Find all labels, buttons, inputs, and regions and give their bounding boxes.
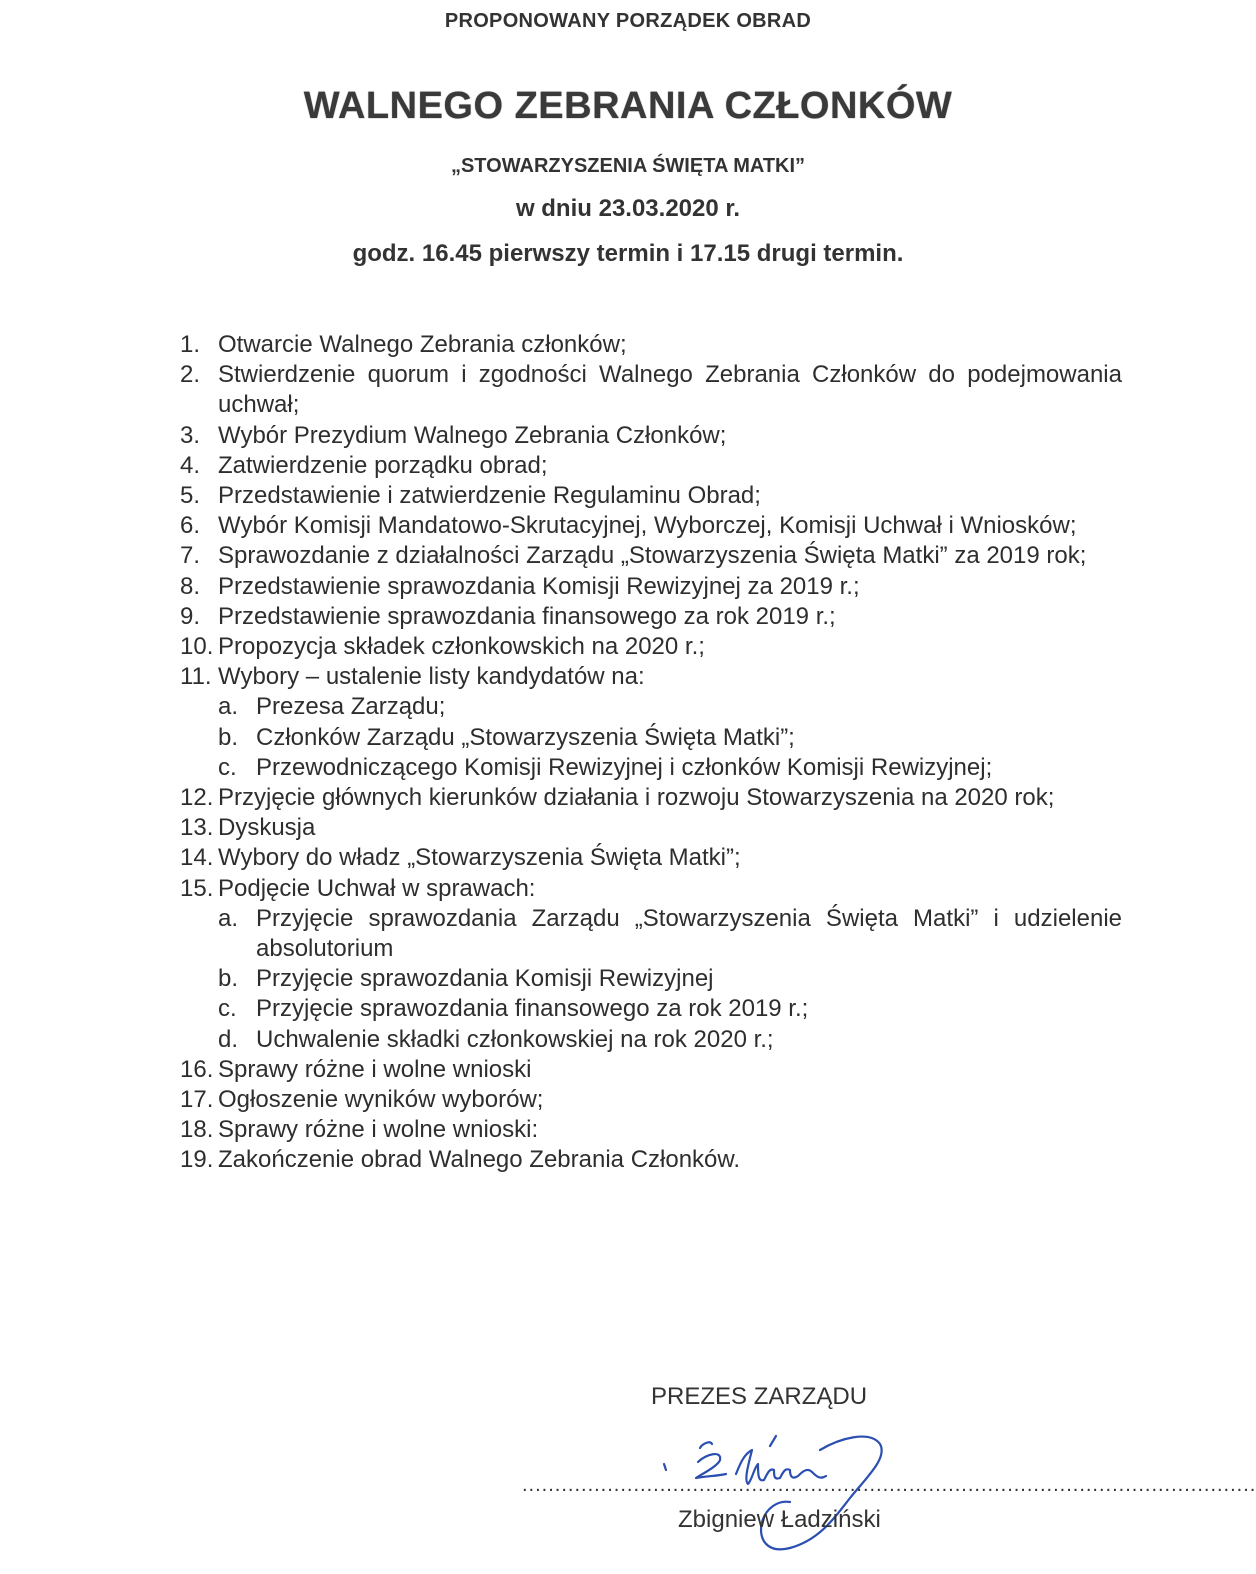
agenda-item-text: Sprawy różne i wolne wnioski: <box>218 1116 539 1144</box>
agenda-item <box>180 360 1122 420</box>
agenda-subitem <box>218 964 1122 994</box>
agenda-item-number: 4. <box>180 451 201 479</box>
agenda-item-text: Dyskusja <box>218 814 316 842</box>
agenda-subitem <box>218 904 1122 964</box>
agenda-item <box>180 451 1122 481</box>
agenda-subitem <box>218 1025 1122 1055</box>
agenda-item <box>180 813 1122 843</box>
agenda-subitem <box>218 692 1122 722</box>
agenda-subitem-text: Przyjęcie sprawozdania Zarządu „Stowarzyszenia Święta Matki” i udzielenie absolutorium <box>256 904 1122 963</box>
agenda-item-text: Zatwierdzenie porządku obrad; <box>218 451 548 479</box>
agenda-item-text: Przedstawienie sprawozdania finansowego za rok 2019 r.; <box>218 602 836 630</box>
agenda-subitem-text: Przyjęcie sprawozdania finansowego za rok 2019 r.; <box>256 995 809 1023</box>
document-title: WALNEGO ZEBRANIA CZŁONKÓW <box>303 85 953 127</box>
agenda-subitem-text: Uchwalenie składki członkowskiej na rok 2020 r.; <box>256 1025 774 1053</box>
agenda-item <box>180 602 1122 632</box>
signature-title: PREZES ZARZĄDU <box>651 1383 868 1410</box>
agenda-item <box>180 783 1122 813</box>
agenda-item-text: Stwierdzenie quorum i zgodności Walnego Zebrania Członków do podejmowania uchwał; <box>218 361 1122 419</box>
agenda-item-text: Zakończenie obrad Walnego Zebrania Członków. <box>218 1146 741 1174</box>
agenda-item-number: 15. <box>180 874 214 902</box>
agenda-item-text: Przedstawienie i zatwierdzenie Regulaminu Obrad; <box>218 482 761 510</box>
agenda-item-number: 2. <box>180 361 201 389</box>
meeting-date: w dniu 23.03.2020 r. <box>515 195 741 222</box>
agenda-item-number: 12. <box>180 784 214 812</box>
signature-line: ................................................................................................................ <box>522 1474 1256 1496</box>
agenda-item-text: Wybór Komisji Mandatowo-Skrutacyjnej, Wyborczej, Komisji Uchwał i Wniosków; <box>218 512 1077 540</box>
agenda-item-number: 13. <box>180 814 214 842</box>
agenda-item-text: Wybory – ustalenie listy kandydatów na: <box>218 663 645 691</box>
agenda-item-text: Sprawozdanie z działalności Zarządu „Stowarzyszenia Święta Matki” za 2019 rok; <box>218 542 1087 570</box>
agenda-item-number: 6. <box>180 512 201 540</box>
agenda-subitem-text: Przyjęcie sprawozdania Komisji Rewizyjnej <box>256 965 714 993</box>
agenda-item-number: 3. <box>180 421 201 449</box>
agenda-item <box>180 1115 1122 1145</box>
agenda-item-text: Propozycja składek członkowskich na 2020 r.; <box>218 633 705 661</box>
agenda-item-number: 8. <box>180 572 201 600</box>
agenda-item <box>180 662 1122 692</box>
agenda-item <box>180 843 1122 873</box>
agenda-item-number: 16. <box>180 1055 214 1083</box>
agenda-item-text: Wybory do władz „Stowarzyszenia Święta Matki”; <box>218 844 741 872</box>
agenda-item-number: 11. <box>180 663 212 691</box>
agenda-item-number: 10. <box>180 633 214 661</box>
signatory-name: Zbigniew Ładziński <box>678 1506 881 1533</box>
agenda-list <box>180 330 1122 1176</box>
agenda-subitem-letter: a. <box>218 693 239 721</box>
agenda-subitem <box>218 753 1122 783</box>
agenda-subitem-letter: c. <box>218 995 237 1023</box>
agenda-item-number: 9. <box>180 602 201 630</box>
agenda-item <box>180 874 1122 904</box>
agenda-item-number: 18. <box>180 1116 214 1144</box>
agenda-item-number: 7. <box>180 542 201 570</box>
meeting-time: godz. 16.45 pierwszy termin i 17.15 drugi termin. <box>352 240 904 267</box>
agenda-subitem-text: Członków Zarządu „Stowarzyszenia Święta Matki”; <box>256 723 795 751</box>
agenda-item-number: 5. <box>180 482 201 510</box>
agenda-subitem-letter: b. <box>218 965 239 993</box>
agenda-subitem-text: Prezesa Zarządu; <box>256 693 446 721</box>
agenda-item <box>180 1055 1122 1085</box>
agenda-item <box>180 572 1122 602</box>
agenda-item-text: Otwarcie Walnego Zebrania członków; <box>218 331 627 358</box>
agenda-item-number: 1. <box>180 331 201 358</box>
agenda-item-text: Ogłoszenie wyników wyborów; <box>218 1086 544 1114</box>
agenda-item <box>180 1085 1122 1115</box>
pre-title: PROPONOWANY PORZĄDEK OBRAD <box>444 10 812 32</box>
agenda-item-text: Sprawy różne i wolne wnioski <box>218 1055 532 1083</box>
agenda-item <box>180 330 1122 360</box>
agenda-item <box>180 511 1122 541</box>
agenda-subitem-letter: d. <box>218 1025 239 1053</box>
agenda-subitem-letter: c. <box>218 753 237 781</box>
agenda-subitem-letter: a. <box>218 904 239 932</box>
organization-name: „STOWARZYSZENIA ŚWIĘTA MATKI” <box>450 155 806 177</box>
agenda-item <box>180 421 1122 451</box>
agenda-item <box>180 1145 1122 1175</box>
agenda-subitem-text: Przewodniczącego Komisji Rewizyjnej i członków Komisji Rewizyjnej; <box>256 753 993 781</box>
agenda-item-number: 14. <box>180 844 214 872</box>
agenda-item-text: Przedstawienie sprawozdania Komisji Rewizyjnej za 2019 r.; <box>218 572 860 600</box>
agenda-item-number: 19. <box>180 1146 214 1174</box>
agenda-item <box>180 632 1122 662</box>
agenda-item-text: Przyjęcie głównych kierunków działania i rozwoju Stowarzyszenia na 2020 rok; <box>218 784 1055 812</box>
agenda-subitem <box>218 994 1122 1024</box>
agenda-item-text: Wybór Prezydium Walnego Zebrania Członków; <box>218 421 727 449</box>
agenda-item <box>180 481 1122 511</box>
agenda-subitem <box>218 723 1122 753</box>
agenda-item-text: Podjęcie Uchwał w sprawach: <box>218 874 536 902</box>
agenda-item-number: 17. <box>180 1086 214 1114</box>
agenda-subitem-letter: b. <box>218 723 239 751</box>
agenda-item <box>180 541 1122 571</box>
